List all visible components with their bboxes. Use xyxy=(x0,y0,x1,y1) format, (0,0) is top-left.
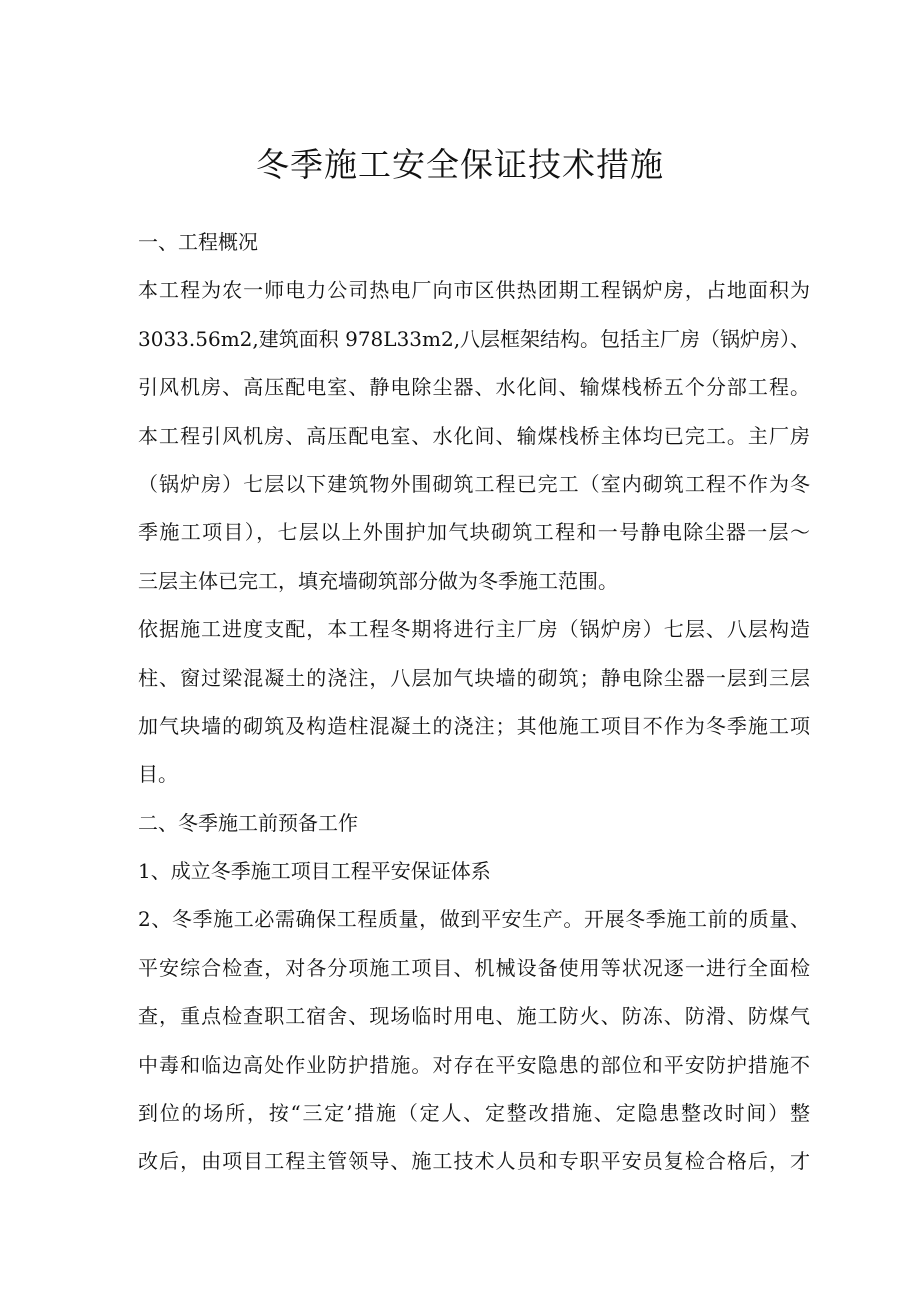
text-line: 1、成立冬季施工项目工程平安保证体系 xyxy=(138,859,491,884)
text-line: 柱、窗过梁混凝土的浇注，八层加气块墙的砌筑；静电除尘器一层到三层 xyxy=(138,665,810,690)
text-line: 2、冬季施工必需确保工程质量，做到平安生产。开展冬季施工前的质量、 xyxy=(138,907,810,932)
text-line: 依据施工进度支配，本工程冬期将进行主厂房（锅炉房）七层、八层构造 xyxy=(138,617,810,642)
text-line: 加气块墙的砌筑及构造柱混凝土的浇注；其他施工项目不作为冬季施工项 xyxy=(138,713,810,738)
text-line: 季施工项目），七层以上外围护加气块砌筑工程和一号静电除尘器一层～ xyxy=(138,520,810,545)
text-line: 目。 xyxy=(138,762,178,787)
text-line: 到位的场所，按“三定’措施（定人、定整改措施、定隐患整改时间）整 xyxy=(138,1101,810,1126)
document-title: 冬季施工安全保证技术措施 xyxy=(256,145,664,184)
text-line: 引风机房、高压配电室、静电除尘器、水化间、输煤栈桥五个分部工程。 xyxy=(138,375,810,400)
text-line: 3033.56m2,建筑面积 978L33m2,八层框架结构。包括主厂房（锅炉房）、 xyxy=(138,326,811,351)
text-line: 本工程为农一师电力公司热电厂向市区供热团期工程锅炉房，占地面积为 xyxy=(138,278,810,303)
text-line: 一、工程概况 xyxy=(138,230,258,254)
text-line: 平安综合检查，对各分项施工项目、机械设备使用等状况逐一进行全面检 xyxy=(138,955,810,980)
text-line: 本工程引风机房、高压配电室、水化间、输煤栈桥主体均已完工。主厂房 xyxy=(138,423,810,448)
text-line: 查，重点检查职工宿舍、现场临时用电、施工防火、防冻、防滑、防煤气 xyxy=(138,1004,810,1029)
text-line: 二、冬季施工前预备工作 xyxy=(138,810,358,835)
text-line: 改后，由项目工程主管领导、施工技术人员和专职平安员复检合格后，才 xyxy=(138,1149,810,1174)
document-body xyxy=(138,218,810,1186)
text-line: 中毒和临边高处作业防护措施。对存在平安隐患的部位和平安防护措施不 xyxy=(138,1052,810,1077)
text-line: （锅炉房）七层以下建筑物外围砌筑工程已完工（室内砌筑工程不作为冬 xyxy=(138,471,810,496)
text-line: 三层主体已完工，填充墙砌筑部分做为冬季施工范围。 xyxy=(138,568,618,593)
